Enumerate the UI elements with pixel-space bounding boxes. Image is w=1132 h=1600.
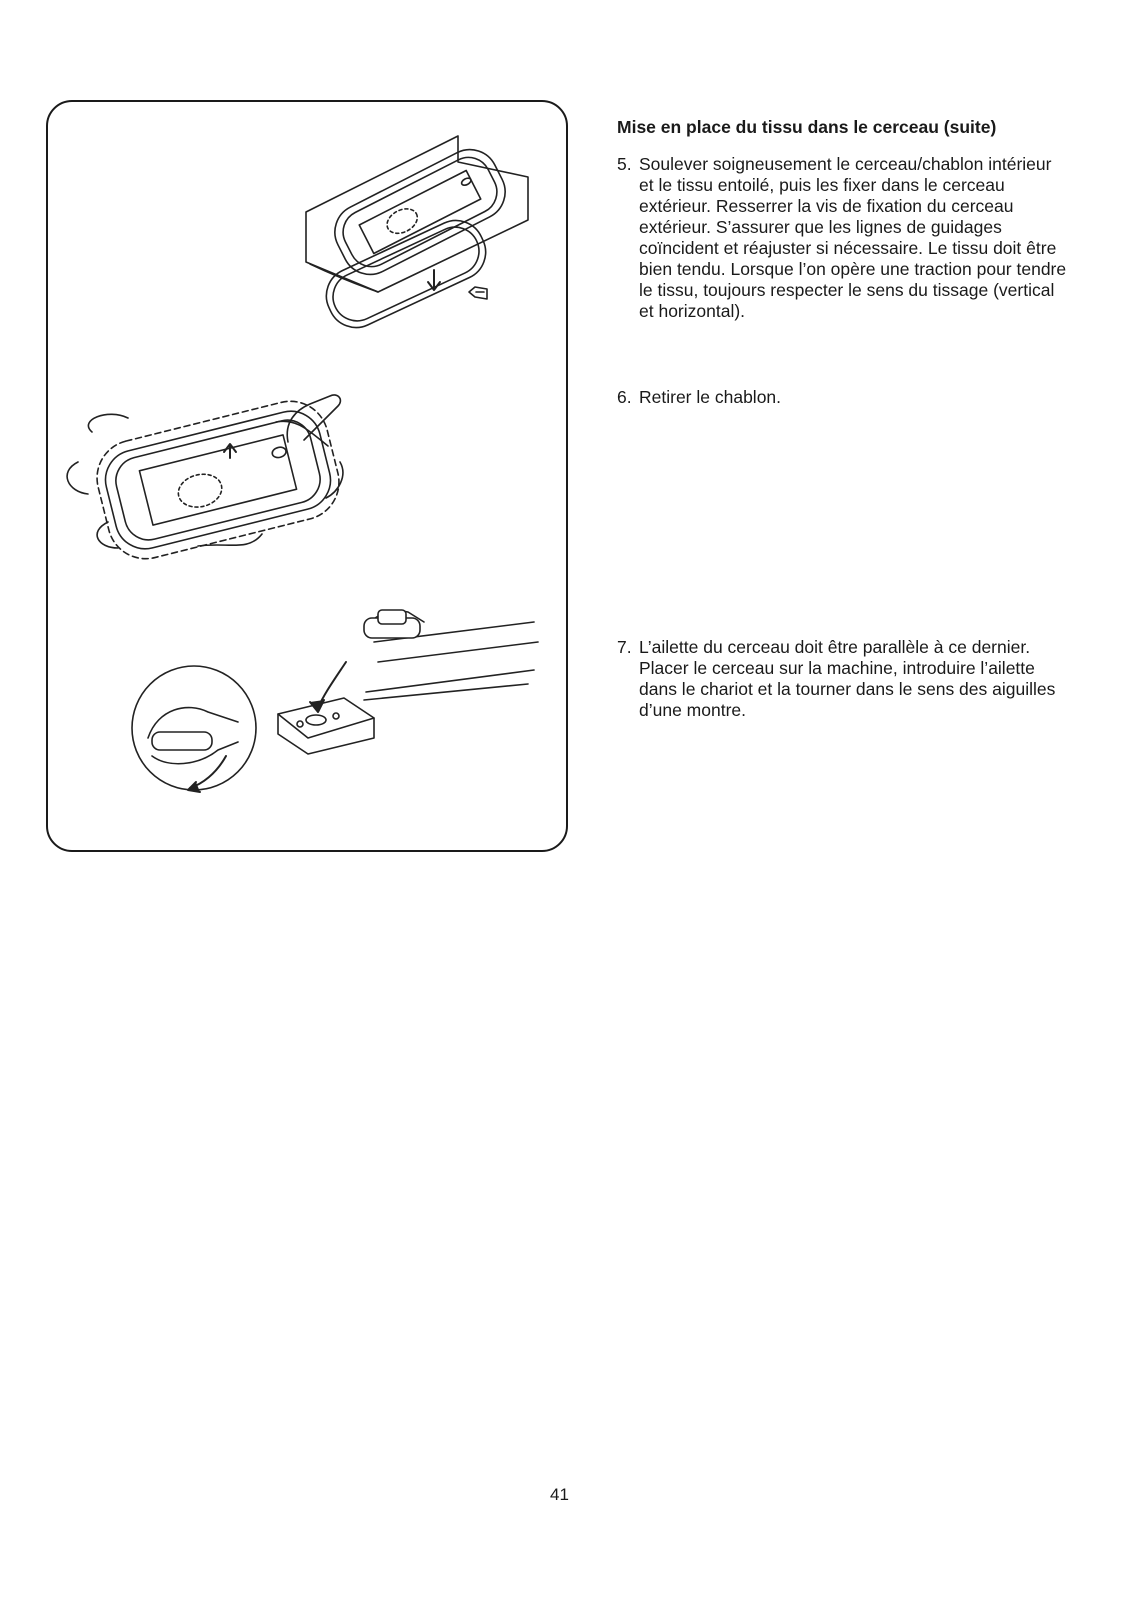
hoop-insertion-illustration: [306, 136, 528, 337]
illustrations: [48, 102, 570, 854]
attach-hoop-illustration: [132, 610, 538, 792]
step-number: 5.: [617, 154, 632, 174]
step-6: [617, 387, 1067, 408]
step-number: 6.: [617, 387, 632, 407]
step-number: 7.: [617, 637, 632, 657]
illustration-panel: [46, 100, 568, 852]
step-5: [617, 154, 1067, 322]
section-title: Mise en place du tissu dans le cerceau (suite): [617, 117, 997, 137]
step-text: Soulever soigneusement le cerceau/chablon intérieur et le tissu entoilé, puis les fixer dans le cerceau extérieur. Resserrer la vis de fixation du cerceau extérieur. S’assurer que les lignes de guidages coïncident et réajuster si nécessaire. Le tissu doit être bien tendu. Lorsque l’on opère une traction pour tendre le tissu, toujours respecter le sens du tissage (vertical et horizontal).: [639, 154, 1067, 321]
page-number: 41: [550, 1485, 569, 1504]
remove-template-illustration: [67, 393, 347, 567]
step-text: Retirer le chablon.: [639, 387, 782, 407]
step-text: L’ailette du cerceau doit être parallèle à ce dernier. Placer le cerceau sur la machine, introduire l’ailette dans le chariot et la tourner dans le sens des aiguilles d’une montre.: [639, 637, 1056, 720]
step-7: [617, 637, 1067, 721]
